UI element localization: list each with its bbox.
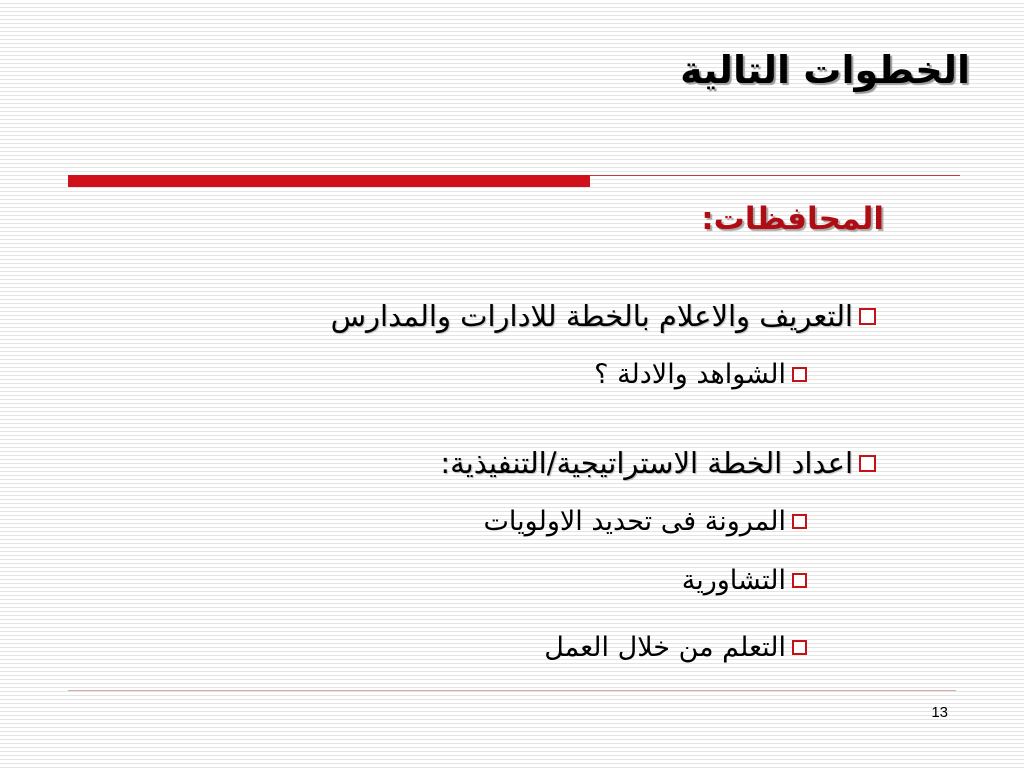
footer-divider [68,690,956,691]
bullet-item [331,291,876,341]
sub-bullet-text: التشاورية [681,564,786,596]
sub-bullet-text: المرونة فى تحديد الاولويات [483,505,786,537]
slide-title: الخطوات التالية [680,48,970,92]
square-bullet-icon [859,455,876,472]
square-bullet-icon [792,640,807,655]
sub-bullet-text: الشواهد والادلة ؟ [594,358,786,390]
square-bullet-icon [859,308,876,325]
bullet-text: التعريف والاعلام بالخطة للادارات والمدارس [330,299,853,333]
title-underline-bar [68,175,590,187]
sub-bullet-item [484,496,808,546]
square-bullet-icon [792,367,807,382]
sub-bullet-item [544,622,807,672]
title-underline-thin [590,175,960,176]
sub-bullet-text: التعلم من خلال العمل [544,631,786,663]
sub-bullet-item [594,349,807,399]
section-heading: المحافظات: [701,201,884,237]
bullet-item [440,438,876,488]
square-bullet-icon [792,573,807,588]
bullet-text: اعداد الخطة الاستراتيجية/التنفيذية: [440,446,853,480]
square-bullet-icon [792,514,807,529]
sub-bullet-item [682,555,807,605]
slide-number: 13 [931,704,948,721]
